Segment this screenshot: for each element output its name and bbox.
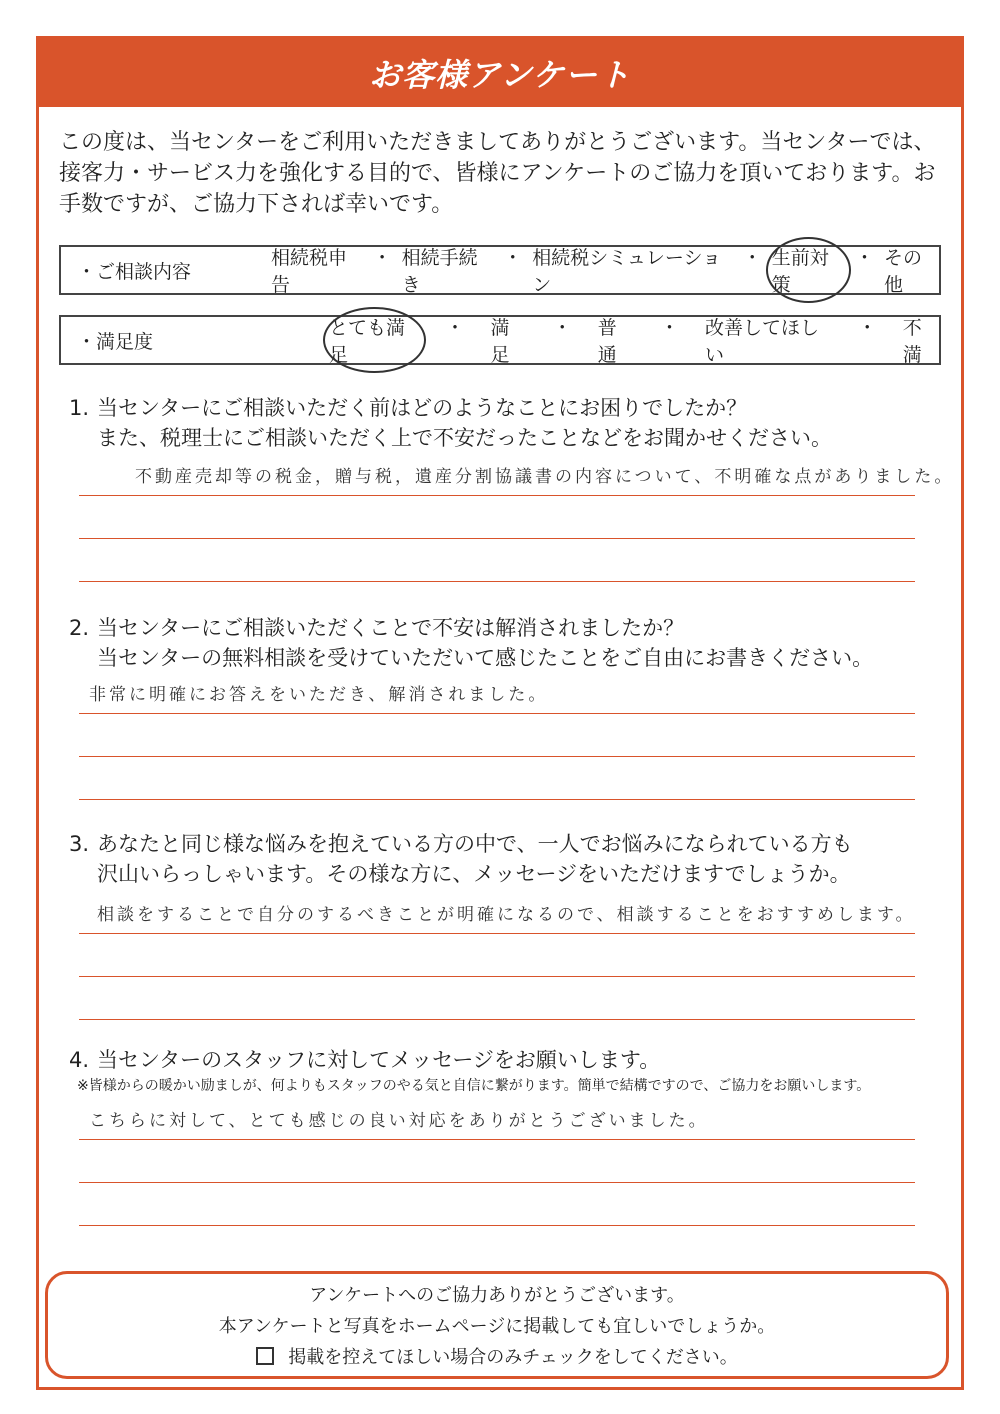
question-text: 当センターの無料相談を受けていただいて感じたことをご自由にお書きください。 xyxy=(97,646,874,670)
handwritten-answer: 相談をすることで自分のするべきことが明確になるので、相談することをおすすめします。 xyxy=(97,905,916,925)
answer-line xyxy=(79,977,915,1020)
consultation-label: ・ご相談内容 xyxy=(77,260,192,283)
question-text: 当センターのスタッフに対してメッセージをお願いします。 xyxy=(97,1048,661,1072)
satisfaction-option[interactable]: 満足 xyxy=(490,317,510,366)
answer-area-3[interactable] xyxy=(79,891,915,1020)
separator: ・ xyxy=(660,317,680,339)
separator: ・ xyxy=(372,247,392,269)
consultation-box xyxy=(59,245,941,295)
question-text: あなたと同じ様な悩みを抱えている方の中で、一人でお悩みになられている方も xyxy=(97,832,853,856)
question-note: ※皆様からの暖かい励ましが、何よりもスタッフのやる気と自信に繋がります。簡単で結構ですので、ご協力をお願いします。 xyxy=(77,1078,871,1094)
answer-area-1[interactable] xyxy=(79,453,955,582)
question-text: 当センターにご相談いただくことで不安は解消されましたか？ xyxy=(97,616,685,640)
answer-area-2[interactable] xyxy=(79,671,915,800)
question-text: 当センターにご相談いただく前はどのようなことにお困りでしたか？ xyxy=(97,396,748,420)
separator: ・ xyxy=(503,247,523,269)
intro-text: この度は、当センターをご利用いただきましてありがとうございます。当センターでは、接客力・サービス力を強化する目的で、皆様にアンケートのご協力を頂いております。お手数ですが、ご協力下されば幸いです。 xyxy=(59,130,936,217)
answer-line xyxy=(79,496,915,539)
footer-question: 本アンケートと写真をホームページに掲載しても宜しいでしょうか。 xyxy=(218,1316,776,1337)
consultation-option[interactable]: 相続税申告 xyxy=(271,247,348,296)
consultation-option[interactable]: 相続税シミュレーション xyxy=(532,247,722,296)
satisfaction-option[interactable]: 不満 xyxy=(902,317,922,366)
question-number: 4. xyxy=(69,1048,90,1072)
footer-thanks: アンケートへのご協力ありがとうございます。 xyxy=(309,1285,685,1306)
question-2 xyxy=(69,613,949,673)
question-4 xyxy=(69,1045,949,1097)
satisfaction-option-selected[interactable]: とても満足 xyxy=(329,313,420,367)
separator: ・ xyxy=(445,317,465,339)
question-number: 3. xyxy=(69,832,90,856)
question-number: 1. xyxy=(69,396,90,420)
consultation-option[interactable]: 相続手続き xyxy=(401,247,478,296)
answer-line xyxy=(79,453,955,496)
question-text: 沢山いらっしゃいます。その様な方に、メッセージをいただけますでしょうか。 xyxy=(97,862,851,886)
satisfaction-option[interactable]: 普通 xyxy=(597,317,617,366)
answer-line xyxy=(79,671,915,714)
separator: ・ xyxy=(742,247,762,269)
question-text: また、税理士にご相談いただく上で不安だったことなどをお聞かせください。 xyxy=(97,426,832,450)
question-3 xyxy=(69,829,949,889)
footer-box xyxy=(45,1271,949,1379)
answer-line xyxy=(79,891,915,934)
survey-frame xyxy=(36,36,964,1390)
answer-line xyxy=(79,1140,915,1183)
question-number: 2. xyxy=(69,616,90,640)
opt-out-checkbox[interactable] xyxy=(256,1347,274,1365)
separator: ・ xyxy=(552,317,572,339)
separator: ・ xyxy=(855,247,875,269)
handwritten-answer: 非常に明確にお答えをいただき、解消されました。 xyxy=(89,685,549,705)
checkbox-label: 掲載を控えてほしい場合のみチェックをしてください。 xyxy=(288,1347,738,1368)
answer-line xyxy=(79,539,915,582)
answer-line xyxy=(79,1183,915,1226)
answer-line xyxy=(79,934,915,977)
survey-title: お客様アンケート xyxy=(39,39,961,107)
consultation-option[interactable]: その他 xyxy=(884,247,923,296)
consultation-option-selected[interactable]: 生前対策 xyxy=(772,243,845,297)
handwritten-answer: こちらに対して、とても感じの良い対応をありがとうございました。 xyxy=(89,1111,709,1131)
question-1 xyxy=(69,393,949,453)
handwritten-answer: 不動産売却等の税金，贈与税，遺産分割協議書の内容について、不明確な点がありました。 xyxy=(135,467,955,487)
satisfaction-option[interactable]: 改善してほしい xyxy=(705,317,820,366)
answer-area-4[interactable] xyxy=(79,1097,915,1226)
footer-checkbox-row xyxy=(48,1342,946,1373)
answer-line xyxy=(79,757,915,800)
satisfaction-box xyxy=(59,315,941,365)
answer-line xyxy=(79,1097,915,1140)
consultation-options xyxy=(271,243,939,297)
satisfaction-label: ・満足度 xyxy=(77,330,154,353)
separator: ・ xyxy=(857,317,877,339)
answer-line xyxy=(79,714,915,757)
satisfaction-options xyxy=(329,313,939,367)
